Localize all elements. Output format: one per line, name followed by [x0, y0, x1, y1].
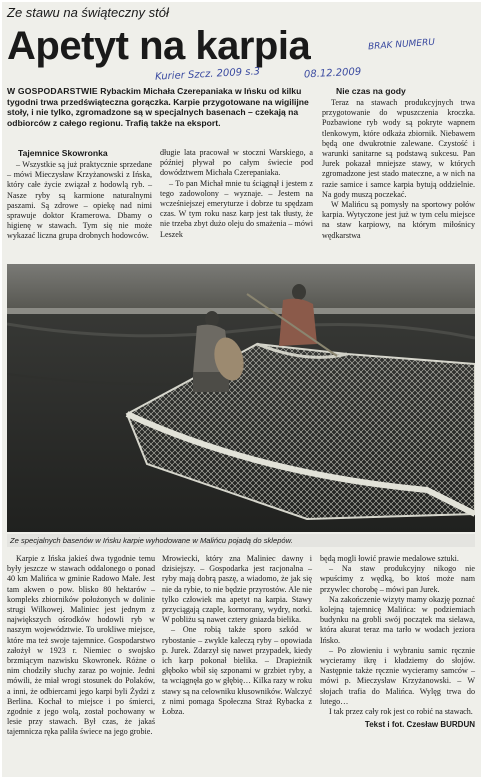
byline: Tekst i fot. Czesław BURDUN [364, 720, 475, 730]
column-3 [322, 98, 475, 241]
photo-image [7, 264, 475, 532]
column-1 [7, 160, 152, 242]
handwritten-note-date: 08.12.2009 [303, 66, 362, 81]
lead-paragraph [7, 86, 315, 128]
subhead-tajemnice: Tajemnice Skowronka [18, 148, 108, 158]
paragraph: – To pan Michał mnie tu ściągnął i jestem z tego zadowolony – wyznaje. – Jestem na wcześniejszej emeryturze i dobrze tu spędzam czas. W tym roku nasz karp jest tak tłusty, że nie trzeba zbyt dużo oleju do smażenia – mówi Leszek [160, 178, 313, 239]
bottom-column-2 [162, 554, 312, 717]
paragraph: długie lata pracował w stoczni Warskiego, a później pływał po całym świecie pod dowództwem Michała Czerepaniaka. [160, 148, 313, 178]
lead-caps: W GOSPODARSTWIE [7, 86, 98, 96]
paragraph: – Po złowieniu i wybraniu samic ręcznie wycieramy ikrę i kładziemy do słojów. Następnie także ręcznie wycieramy samców – mówi p. Mieczysław Krzyżanowski. – W słojach trafia do Malińca. Wylęg trwa do lutego… [320, 645, 475, 706]
paragraph: Na zakończenie wizyty mamy okazję poznać kolejną tajemnicę Malińca: w podziemiach budynku na grobli swój początek ma sielawa, która akurat teraz ma tarło w wodach jeziora Ińsko. [320, 594, 475, 645]
paragraph: Karpie z Ińska jakieś dwa tygodnie temu były jeszcze w stawach oddalonego o ponad 40 km Malińca w gminie Radowo Małe. Jest tam akwen o pow. blisko 80 hektarów – kompleks zbiorników położonych w dolinie strugi Wilkowej. Maliniec jest jednym z największych ośrodków hodowli ryb w naszym województwie. To urokliwe miejsce, które ma też swoje tajemnice. Gospodarstwo założył w 1923 r. Niemiec o swojsko brzmiącym nazwisku Skowronek. Różne o nim chodziły słuchy zaraz po wojnie. Jedni mówili, że miał wrogi stosunek do Polaków, a inni, że odbiercami jego karpi byli Żydzi z Berlina. Kochał to miejsce i po śmierci, zgodnie z jego wolą, został pochowany w lesie przy stawach. Był czas, że jakaś tajemnicza ręka paliła świece na jego grobie. [7, 554, 155, 737]
handwritten-note-publication: BRAK NUMERU [367, 37, 436, 53]
paragraph: będą mogli łowić prawie medalowe sztuki. [320, 554, 459, 563]
lead-text: Rybackim Michała Czerepaniaka w Ińsku od kilku tygodni trwa przedświąteczna gorączka. Karpie przygotowane na wigilijne stoły, i nie tylko, zgromadzone są w specjalnych basenach – czekają na odbiorców z całego regionu. Trafią także na eksport. [7, 86, 309, 128]
handwritten-note-source: Kurier Szcz. 2009 s.3 [154, 66, 261, 83]
paragraph: – Wszystkie są już praktycznie sprzedane – mówi Mieczysław Krzyżanowski z Ińska, który całe życie związał z hodowlą ryb. – Nasze ryby są karmione naturalnymi paszami. Są zdrowe – opiekę nad nimi sprawuje doktor Kramerowa. Dbamy o higienę w stawach. Tym się nie może wykazać liczna grupa drobnych hodowców. [7, 160, 152, 241]
photo-fish-basin [7, 264, 475, 532]
paragraph: Teraz na stawach produkcyjnych trwa przygotowanie do wpuszczenia kroczka. Pozbawione ryb wody są pokryte wapnem tlenkowym, które odkaża zbiornik. Niebawem będą one dwukrotnie zalewane. Czystość i warunki sanitarne są podstawą sukcesu. Pan Jurek pokazał mniejsze stawy, w których zgromadzone jest stado mateczne, a w nich na razie samice i samce karpia bytują oddzielnie. Na gody muszą poczekać. [322, 98, 475, 199]
headline: Apetyt na karpia [7, 24, 311, 68]
bottom-column-1 [7, 554, 155, 738]
paragraph: – Na staw produkcyjny nikogo nie wpuścimy z wędką, bo ktoś może nam przywlec chorobę – mówi pan Jurek. [320, 564, 475, 594]
bottom-column-3 [320, 554, 475, 730]
paragraph: W Malińcu są pomysły na sportowy połów karpia. Wytyczone jest już w tym celu miejsce na staw karpiowy, na którym miłośnicy wędkarstwa [322, 200, 475, 240]
paragraph: – One robią także sporo szkód w rybostanie – zwykle kaleczą ryby – opowiada p. Jurek. Zdarzył się nawet przypadek, kiedy ich karp pokonał bielika. – Drapieżnik głęboko wbił się szponami w grzbiet ryby, a ta wciągnęła go w głębię… Kilka razy w roku stawy są na celowniku kłusowników. Walczyć z nimi pomaga Społeczna Straż Rybacka z Łobza. [162, 625, 312, 717]
column-2 [160, 148, 313, 240]
photo-caption: Ze specjalnych basenów w Ińsku karpie wyhodowane w Malińcu pojadą do sklepów. [7, 534, 475, 547]
kicker: Ze stawu na świąteczny stół [7, 5, 169, 20]
paragraph: I tak przez cały rok jest co robić na stawach. [329, 707, 473, 717]
subhead-gody: Nie czas na gody [336, 86, 406, 96]
paragraph: Mrowiecki, który zna Maliniec dawny i dzisiejszy. – Gospodarka jest racjonalna – ryby mają dobrą paszę, a wiadomo, że jak się nie da rybie, to nie będzie przyrostów. Ale nie tylko człowiek ma apetyt na karpia. Stawy przyciągają czaple, kormorany, wydry, norki. W pobliżu są nawet cztery gniazda bielika. [162, 554, 312, 625]
